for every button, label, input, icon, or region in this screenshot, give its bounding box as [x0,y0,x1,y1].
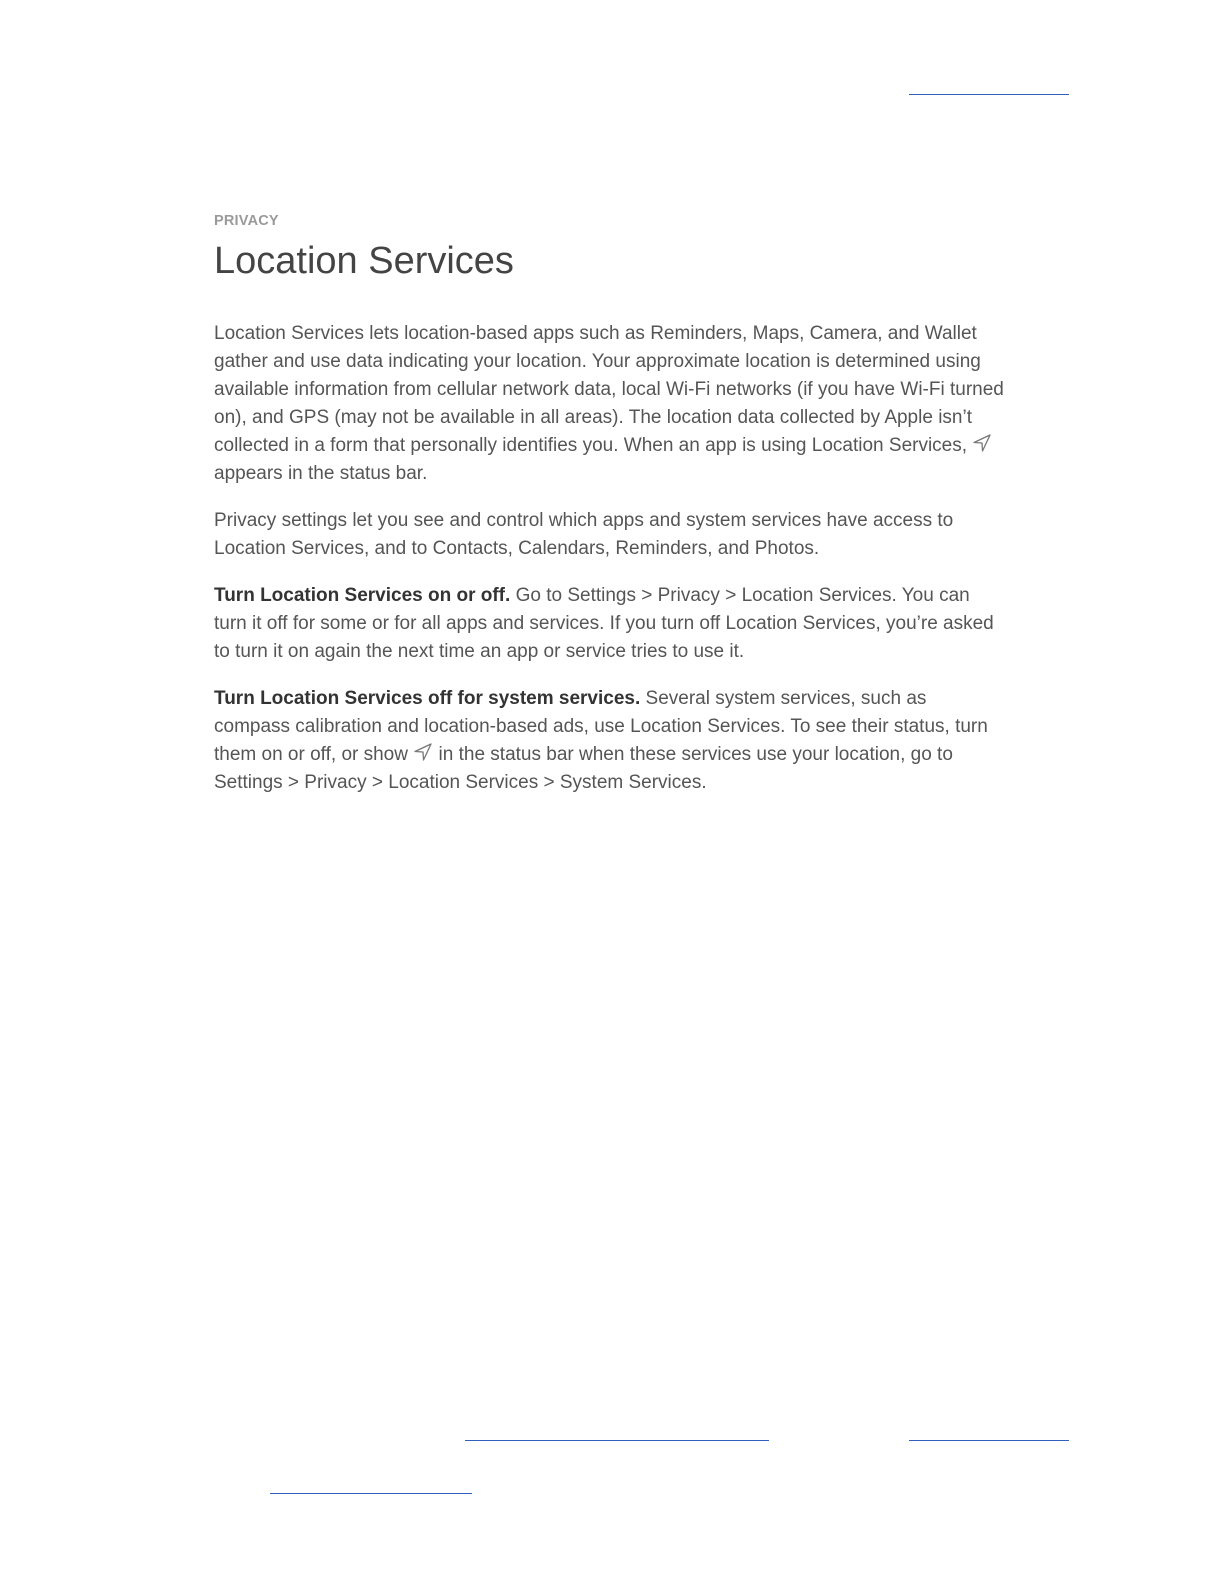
paragraph-lead: Turn Location Services on or off. [214,585,511,606]
paragraph-location-intro [214,320,1004,488]
location-arrow-icon [972,433,992,453]
paragraph-turn-on-off [214,582,1004,666]
paragraph-privacy-settings [214,507,1004,563]
page-title: Location Services [214,240,514,282]
paragraph-system-services [214,685,1004,797]
footer-link-underline[interactable] [270,1493,472,1494]
section-label: PRIVACY [214,213,279,229]
footer-link-underline[interactable] [909,1440,1069,1441]
paragraph-lead: Turn Location Services off for system services. [214,688,641,709]
paragraph-text: Several system services, such as compass calibration and location-based ads, use Location Services. To see their status, turn them on or off, or show [214,688,988,765]
paragraph-text: Go to Settings > Privacy > Location Services. You can turn it off for some or for all apps and services. If you turn off Location Services, you’re asked to turn it on again the next time an app or service tries to use it. [214,585,994,662]
paragraph-text: in the status bar when these services use your location, go to Settings > Privacy > Location Services > System Services. [214,744,953,793]
paragraph-text: Privacy settings let you see and control which apps and system services have access to Location Services, and to Contacts, Calendars, Reminders, and Photos. [214,510,954,559]
header-link-underline[interactable] [909,94,1069,95]
location-arrow-icon [413,742,433,762]
paragraph-text: appears in the status bar. [214,463,428,484]
paragraph-text: Location Services lets location-based apps such as Reminders, Maps, Camera, and Wallet gather and use data indicating your location. Your approximate location is determined using available information from cellular network data, local Wi-Fi networks (if you have Wi-Fi turned on), and GPS (may not be available in all areas). The location data collected by Apple isn’t collected in a form that personally identifies you. When an app is using Location Services, [214,323,1004,456]
footer-link-underline[interactable] [465,1440,769,1441]
document-content [214,212,1004,797]
